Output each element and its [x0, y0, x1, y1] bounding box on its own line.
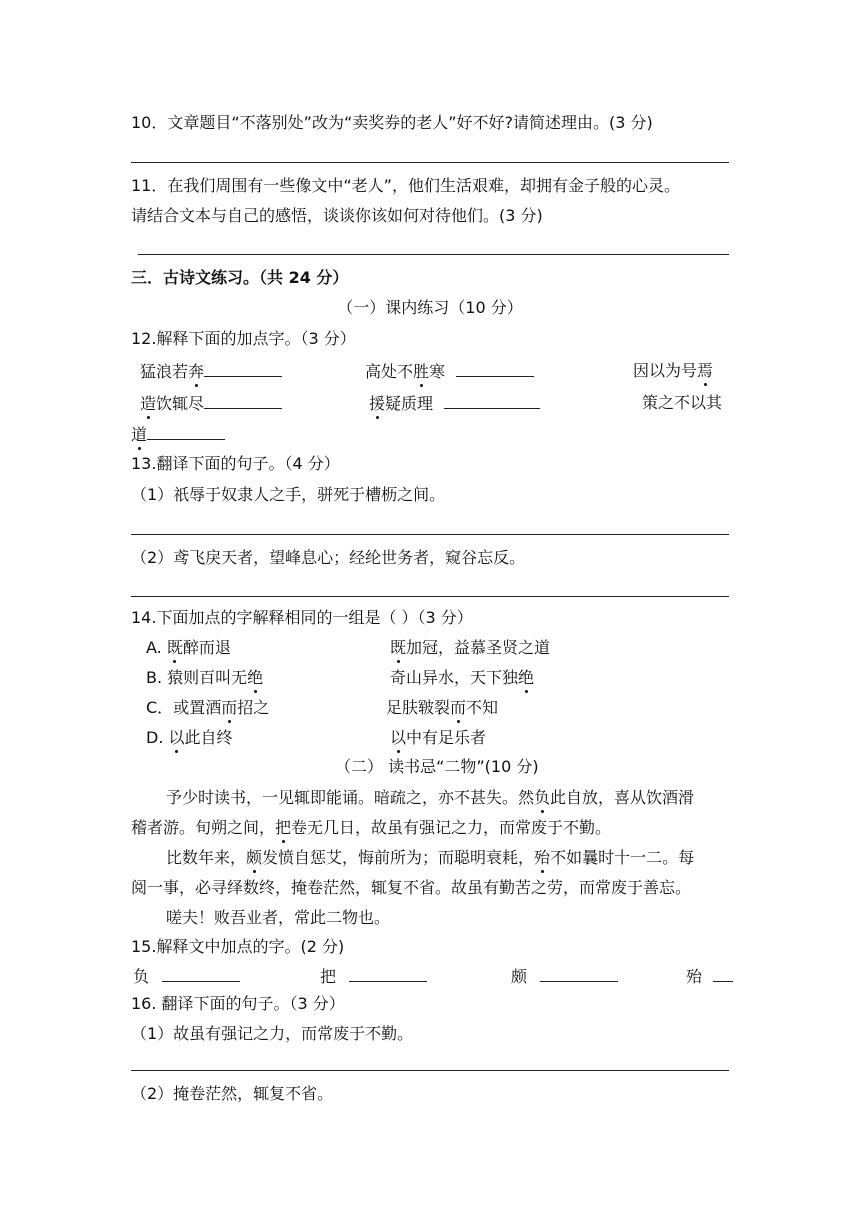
passage-p2-mid: 发愤自惩艾，悔前所为；而聪明衰耗，: [262, 848, 535, 867]
passage-p2-line1: [166, 847, 694, 869]
q12-item-2-post: 寒: [429, 362, 446, 381]
q12-item-6-blank[interactable]: [147, 423, 225, 440]
q14-option-c-right-pre: 足肤皲裂: [386, 698, 451, 717]
q14-option-c-left-pre: 或置酒: [173, 698, 222, 717]
q12-item-5: [369, 392, 540, 415]
answer-line-q13-2: [131, 596, 729, 597]
passage-p1-pre: 予少时读书，一见辄即能诵。暗疏之，亦不甚失。然: [166, 788, 535, 807]
q14-option-b-right-text: 奇山异水，天下独: [390, 668, 519, 687]
q12-item-6-dotted: 道: [131, 425, 148, 444]
question-14-title: 14.下面加点的字解释相同的一组是（ ）（3 分）: [131, 608, 473, 627]
q12-item-3-dotted: 焉: [697, 361, 714, 380]
q13-sentence-2: （2）鸢飞戾天者，望峰息心；经纶世务者，窥谷忘反。: [131, 548, 526, 567]
q14-option-c-label: C．: [146, 698, 174, 717]
q15-item-1-word: 负: [133, 967, 150, 986]
q14-option-d-left-text: 此自终: [184, 728, 233, 747]
q15-item-4: [686, 965, 733, 988]
q14-option-b-left: [146, 667, 263, 689]
q12-item-6-cont: [131, 423, 225, 446]
q15-item-4-word: 殆: [686, 967, 703, 986]
part-2-title: （二） 读书忌“二物”(10 分): [335, 757, 539, 776]
q14-option-b-left-dotted: 绝: [247, 668, 264, 687]
passage-p1-line1: [166, 787, 694, 809]
q14-option-d-right-text: 中有足乐者: [406, 728, 487, 747]
q16-sentence-1: （1）故虽有强记之力，而常废于不勤。: [131, 1024, 414, 1043]
q14-option-a-right: [390, 637, 550, 659]
q12-item-3-pre: 因以为号: [633, 361, 698, 380]
q15-item-1-blank[interactable]: [162, 965, 240, 982]
q14-option-d-label: D.: [146, 728, 169, 747]
passage-dotted-fu: 负: [534, 788, 551, 807]
question-12-title: 12.解释下面的加点字。（3 分）: [131, 329, 356, 348]
passage-dotted-dai: 殆: [534, 848, 551, 867]
q14-option-b-right: [390, 667, 534, 689]
passage-p1b-post: 卷无几日，故虽有强记之力，而常废于不勤。: [291, 818, 612, 837]
q14-option-a-label: A.: [146, 638, 167, 657]
q12-item-4-blank[interactable]: [204, 392, 282, 409]
q15-item-3-blank[interactable]: [540, 965, 618, 982]
section-3-title: 三．古诗文练习。（共 24 分）: [131, 268, 349, 287]
passage-p1-line2: [131, 817, 611, 839]
answer-line-q13-1: [131, 534, 729, 535]
q13-sentence-1: （1）祇辱于奴隶人之手，骈死于槽枥之间。: [131, 485, 446, 504]
q12-item-1-pre: 猛浪若: [140, 362, 189, 381]
q14-option-a-right-dotted: 既: [390, 638, 407, 657]
q12-item-5-dotted: 援: [369, 394, 386, 413]
q14-option-a-left-text: 醉而退: [182, 638, 231, 657]
q12-item-6: 策之不以其: [642, 393, 723, 412]
q14-option-c-right-post: 不知: [466, 698, 499, 717]
question-16-title: 16. 翻译下面的句子。（3 分）: [131, 994, 345, 1013]
q15-item-2: [320, 965, 427, 988]
q14-option-c-right-dotted: 而: [450, 698, 467, 717]
q12-item-2: [365, 360, 534, 383]
q14-option-a-left-dotted: 既: [166, 638, 183, 657]
passage-p1-post: 此自放，喜从饮酒滑: [550, 788, 695, 807]
question-15-title: 15.解释文中加点的字。(2 分): [131, 937, 345, 956]
q12-item-4-post: 饮辄尽: [156, 394, 205, 413]
passage-dotted-ba: 把: [275, 818, 292, 837]
q12-item-5-post: 疑质理: [385, 394, 434, 413]
q15-item-4-blank[interactable]: [713, 965, 733, 982]
q15-item-2-blank[interactable]: [349, 965, 427, 982]
q15-item-1: [133, 965, 240, 988]
q12-item-1-dotted: 奔: [188, 362, 205, 381]
q14-option-b-label: B.: [146, 668, 168, 687]
q14-option-a-left: [146, 637, 231, 659]
q14-option-d-left-dotted: 以: [168, 728, 185, 747]
part-1-title: （一）课内练习（10 分）: [337, 298, 523, 317]
q12-item-2-pre: 高处不: [365, 362, 414, 381]
q14-option-c-left: [146, 697, 269, 719]
q14-option-c-right: [386, 697, 498, 719]
q15-item-3: [511, 965, 618, 988]
q14-option-c-left-post: 招之: [237, 698, 270, 717]
passage-p1b-pre: 稽者游。旬朔之间，: [131, 818, 276, 837]
q15-item-2-word: 把: [320, 967, 337, 986]
q12-item-2-blank[interactable]: [456, 360, 534, 377]
q14-option-a-right-text: 加冠，益慕圣贤之道: [406, 638, 551, 657]
q12-item-2-dotted: 胜: [413, 362, 430, 381]
passage-p2-line2: 阅一事，必寻绎数终，掩卷茫然，辄复不省。故虽有勤苦之劳，而常废于善忘。: [131, 878, 692, 897]
q12-item-5-blank[interactable]: [444, 392, 540, 409]
answer-line-q11: [138, 254, 729, 255]
q14-option-d-right: [390, 727, 486, 749]
passage-dotted-po: 颇: [246, 848, 263, 867]
q15-item-3-word: 颇: [511, 967, 528, 986]
question-13-title: 13.翻译下面的句子。（4 分）: [131, 454, 340, 473]
q14-option-d-right-dotted: 以: [390, 728, 407, 747]
question-11-line1: 11．在我们周围有一些像文中“老人”，他们生活艰难，却拥有金子般的心灵。: [131, 176, 680, 195]
q12-item-4-dotted: 造: [140, 394, 157, 413]
answer-line-q10: [131, 162, 729, 163]
q14-option-b-left-text: 猿则百叫无: [167, 668, 248, 687]
question-10: 10．文章题目“不落别处”改为“卖奖券的老人”好不好?请简述理由。(3 分): [131, 113, 653, 132]
answer-line-q16-1: [131, 1070, 729, 1071]
q14-option-b-right-dotted: 绝: [518, 668, 535, 687]
q12-item-1-blank[interactable]: [204, 360, 282, 377]
q14-option-c-left-dotted: 而: [221, 698, 238, 717]
q14-option-d-left: [146, 727, 233, 749]
q12-item-4: [140, 392, 282, 415]
q12-item-3: [633, 360, 713, 382]
passage-p2-pre: 比数年来，: [166, 848, 247, 867]
passage-p3: 嗟夫！败吾业者，常此二物也。: [166, 908, 391, 927]
question-11-line2: 请结合文本与自己的感悟，谈谈你该如何对待他们。(3 分): [131, 206, 543, 225]
passage-p2-post: 不如曩时十一二。每: [550, 848, 695, 867]
q12-item-1: [140, 360, 282, 383]
q16-sentence-2: （2）掩卷茫然，辄复不省。: [131, 1084, 334, 1103]
